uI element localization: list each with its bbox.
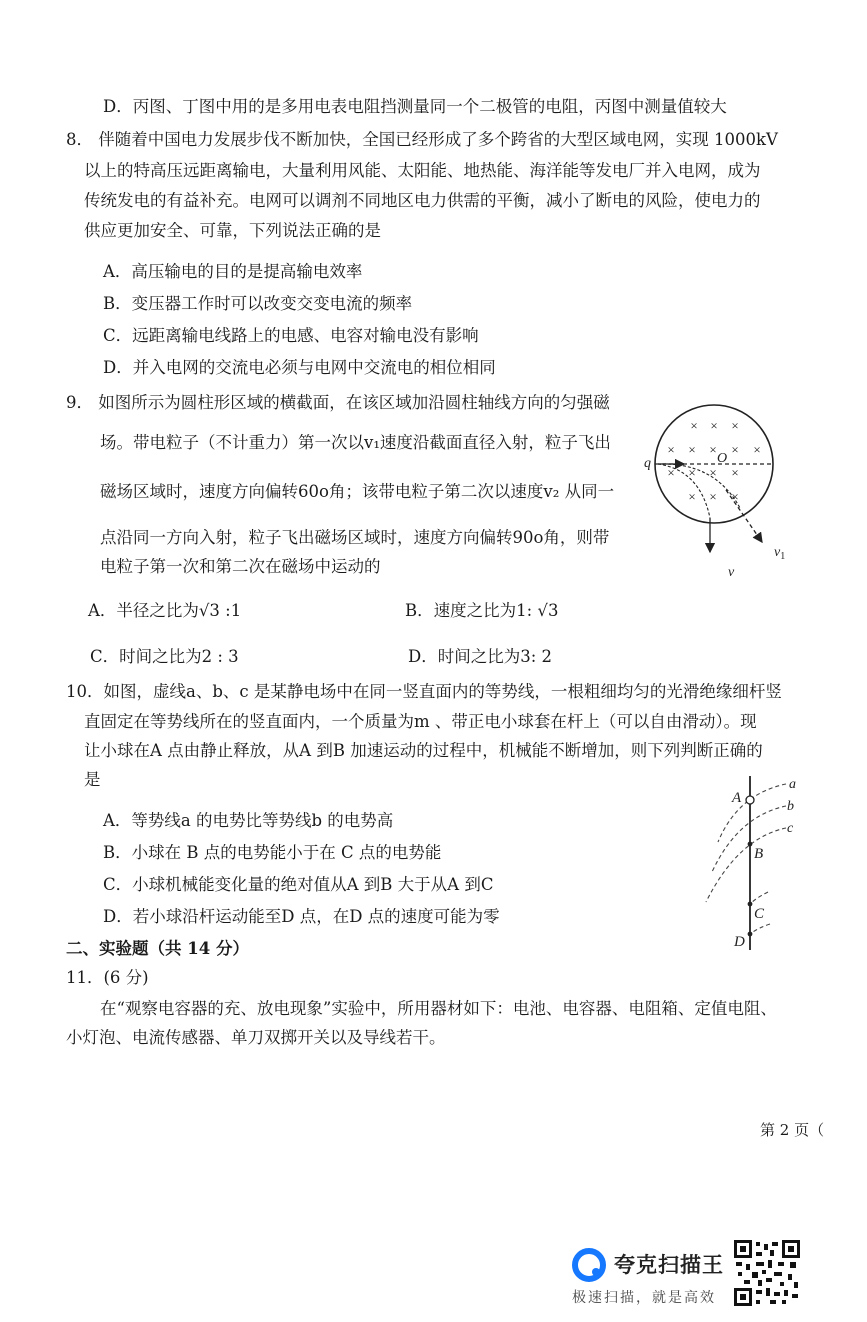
- q10-option-b: B．小球在 B 点的电势能小于在 C 点的电势能: [103, 843, 442, 862]
- equipotential-line-c: [706, 828, 786, 902]
- q8-stem-line-2: 以上的特高压远距离输电，大量利用风能、太阳能、地热能、海洋能等发电厂并入电网，成为: [84, 161, 761, 180]
- point-b-dot: [748, 842, 753, 847]
- q10-figure: [698, 772, 808, 952]
- cross-mark: ×: [667, 442, 675, 457]
- q8-stem-line-4: 供应更加安全、可靠，下列说法正确的是: [84, 221, 381, 240]
- q8-option-d: D．并入电网的交流电必须与电网中交流电的相位相同: [103, 358, 496, 377]
- q9-option-b: B．速度之比为1: √3: [405, 601, 559, 620]
- center-label-o: O: [717, 451, 728, 466]
- q10-option-a: A．等势线a 的电势比等势线b 的电势高: [103, 811, 394, 830]
- cross-marks: [667, 418, 760, 504]
- q8-option-a: A．高压输电的目的是提高输电效率: [103, 262, 363, 281]
- q9-stem-line-3: 磁场区域时，速度方向偏转60o角；该带电粒子第二次以速度v₂ 从同一: [100, 482, 615, 501]
- q9-stem-line-4: 点沿同一方向入射，粒子飞出磁场区域时，速度方向偏转90o角，则带: [100, 528, 610, 547]
- velocity-label-v1: $v_1$: [774, 545, 786, 562]
- equipotential-line-lower-1: [750, 892, 768, 904]
- point-d-dot: [748, 932, 753, 937]
- q9-stem-line-1: 9． 如图所示为圆柱形区域的横截面，在该区域加沿圆柱轴线方向的匀强磁: [66, 393, 610, 412]
- q11-head: 11．(6 分): [66, 968, 149, 987]
- label-line-b: b: [787, 799, 794, 814]
- page-number: 第 2 页（: [760, 1121, 825, 1139]
- label-line-a: a: [789, 777, 796, 792]
- equipotential-line-b: [712, 806, 786, 872]
- velocity-label-v: v: [728, 565, 735, 580]
- label-point-d: D: [734, 934, 745, 950]
- label-point-a: A: [732, 790, 742, 806]
- quark-logo-icon: [572, 1248, 606, 1282]
- cross-mark: ×: [731, 418, 739, 433]
- point-c-dot: [748, 902, 753, 907]
- q8-option-b: B．变压器工作时可以改变交变电流的频率: [103, 294, 413, 313]
- brand-slogan: 极速扫描，就是高效: [572, 1290, 716, 1306]
- label-point-c: C: [754, 906, 765, 922]
- q10-option-c: C．小球机械能变化量的绝对值从A 到B 大于从A 到C: [103, 875, 494, 894]
- cross-mark: ×: [731, 442, 739, 457]
- qr-code: [734, 1240, 800, 1306]
- cross-mark: ×: [688, 442, 696, 457]
- q11-line-1: 在“观察电容器的充、放电现象”实验中，所用器材如下：电池、电容器、电阻箱、定值电阻、: [100, 999, 777, 1018]
- cross-mark: ×: [688, 489, 696, 504]
- q9-option-c: C．时间之比为2 : 3: [90, 647, 239, 666]
- label-point-b: B: [754, 846, 764, 862]
- q9-figure: [640, 400, 800, 585]
- cross-mark: ×: [709, 489, 717, 504]
- section-title-experiment: 二、实验题（共 14 分）: [66, 939, 249, 958]
- qr-code-pattern: [734, 1240, 800, 1306]
- q8-stem-line-1: 8． 伴随着中国电力发展步伐不断加快，全国已经形成了多个跨省的大型区域电网，实现 1000kV: [66, 130, 778, 149]
- equipotential-line-lower-2: [750, 924, 770, 934]
- q8-stem-line-3: 传统发电的有益补充。电网可以调剂不同地区电力供需的平衡，减小了断电的风险，使电力的: [84, 191, 761, 210]
- cross-mark: ×: [731, 465, 739, 480]
- q9-stem-line-5: 电粒子第一次和第二次在磁场中运动的: [100, 557, 381, 576]
- ball-at-a: [746, 796, 754, 804]
- q11-line-2: 小灯泡、电流传感器、单刀双掷开关以及导线若干。: [66, 1028, 446, 1047]
- cross-mark: ×: [709, 465, 717, 480]
- cross-mark: ×: [690, 418, 698, 433]
- charge-label-q: q: [644, 456, 651, 471]
- q9-stem-line-2: 场。带电粒子（不计重力）第一次以v₁速度沿截面直径入射，粒子飞出: [100, 433, 611, 452]
- cross-mark: ×: [710, 418, 718, 433]
- label-line-c: c: [787, 821, 794, 836]
- q7-option-d: D．丙图、丁图中用的是多用电表电阻挡测量同一个二极管的电阻，丙图中测量值较大: [103, 97, 727, 116]
- cross-mark: ×: [731, 489, 739, 504]
- brand-name: 夸克扫描王: [614, 1253, 724, 1277]
- q10-stem-line-2: 直固定在等势线所在的竖直面内，一个质量为m 、带正电小球套在杆上（可以自由滑动）。现: [84, 712, 757, 731]
- cross-mark: ×: [753, 442, 761, 457]
- exit-velocity-v1-arrow: [726, 490, 762, 542]
- cross-mark: ×: [709, 442, 717, 457]
- cross-mark: ×: [667, 465, 675, 480]
- q9-option-a: A．半径之比为√3 :1: [88, 601, 242, 620]
- q9-option-d: D．时间之比为3: 2: [408, 647, 553, 666]
- q10-stem-line-3: 让小球在A 点由静止释放，从A 到B 加速运动的过程中，机械能不断增加，则下列判断正确的: [84, 741, 763, 760]
- equipotential-line-a: [718, 784, 786, 842]
- q10-stem-line-1: 10．如图，虚线a、b、c 是某静电场中在同一竖直面内的等势线，一根粗细均匀的光滑绝缘细杆竖: [66, 682, 782, 701]
- q10-option-d: D．若小球沿杆运动能至D 点，在D 点的速度可能为零: [103, 907, 500, 926]
- cross-mark: ×: [688, 465, 696, 480]
- q8-option-c: C．远距离输电线路上的电感、电容对输电没有影响: [103, 326, 479, 345]
- q10-stem-line-4: 是: [84, 770, 101, 789]
